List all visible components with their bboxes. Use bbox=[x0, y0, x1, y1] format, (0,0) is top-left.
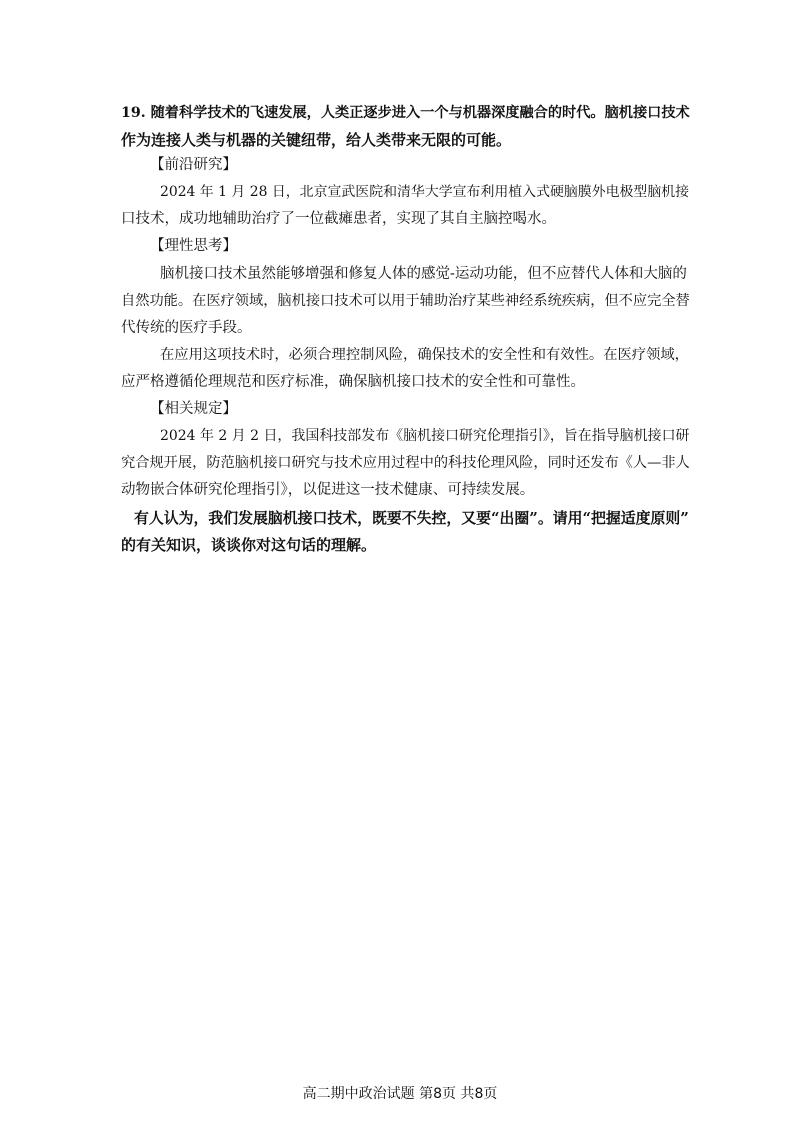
section-heading-frontier-research: 【前沿研究】 bbox=[150, 157, 237, 173]
frontier-research-line-1: 2024 年 1 月 28 日，北京宣武医院和清华大学宣布利用植入式硬脑膜外电极型脑机接 bbox=[160, 184, 690, 200]
question-prompt-line-2: 的有关知识，谈谈你对这句话的理解。 bbox=[121, 536, 377, 554]
rational-thinking-p2-line-1: 在应用这项技术时，必须合理控制风险，确保技术的安全性和有效性。在医疗领域， bbox=[160, 347, 689, 363]
rational-thinking-p1-line-1: 脑机接口技术虽然能够增强和修复人体的感觉-运动功能，但不应替代人体和大脑的 bbox=[160, 266, 687, 282]
question-stem-line-2: 作为连接人类与机器的关键纽带，给人类带来无限的可能。 bbox=[121, 131, 512, 149]
frontier-research-line-2: 口技术，成功地辅助治疗了一位截瘫患者，实现了其自主脑控喝水。 bbox=[121, 211, 556, 227]
rational-thinking-p1-line-3: 代传统的医疗手段。 bbox=[121, 320, 252, 336]
rational-thinking-p2-line-2: 应严格遵循伦理规范和医疗标准，确保脑机接口技术的安全性和可靠性。 bbox=[121, 374, 585, 390]
question-prompt-line-1: 有人认为，我们发展脑机接口技术，既要不失控，又要“出圈”。请用“把握适度原则” bbox=[134, 509, 689, 527]
page-footer: 高二期中政治试题 第8页 共8页 bbox=[302, 1086, 498, 1102]
section-heading-rational-thinking: 【理性思考】 bbox=[150, 238, 237, 254]
rational-thinking-p1-line-2: 自然功能。在医疗领域，脑机接口技术可以用于辅助治疗某些神经系统疾病，但不应完全替 bbox=[121, 293, 690, 309]
section-heading-related-regulations: 【相关规定】 bbox=[150, 401, 237, 417]
related-regulations-line-1: 2024 年 2 月 2 日，我国科技部发布《脑机接口研究伦理指引》，旨在指导脑机接口研 bbox=[160, 428, 690, 444]
related-regulations-line-3: 动物嵌合体研究伦理指引》，以促进这一技术健康、可持续发展。 bbox=[121, 482, 535, 498]
related-regulations-line-2: 究合规开展，防范脑机接口研究与技术应用过程中的科技伦理风险，同时还发布《人—非人 bbox=[121, 455, 690, 471]
question-stem-line-1: 19. 随着科学技术的飞速发展，人类正逐步进入一个与机器深度融合的时代。脑机接口技术 bbox=[121, 105, 690, 121]
